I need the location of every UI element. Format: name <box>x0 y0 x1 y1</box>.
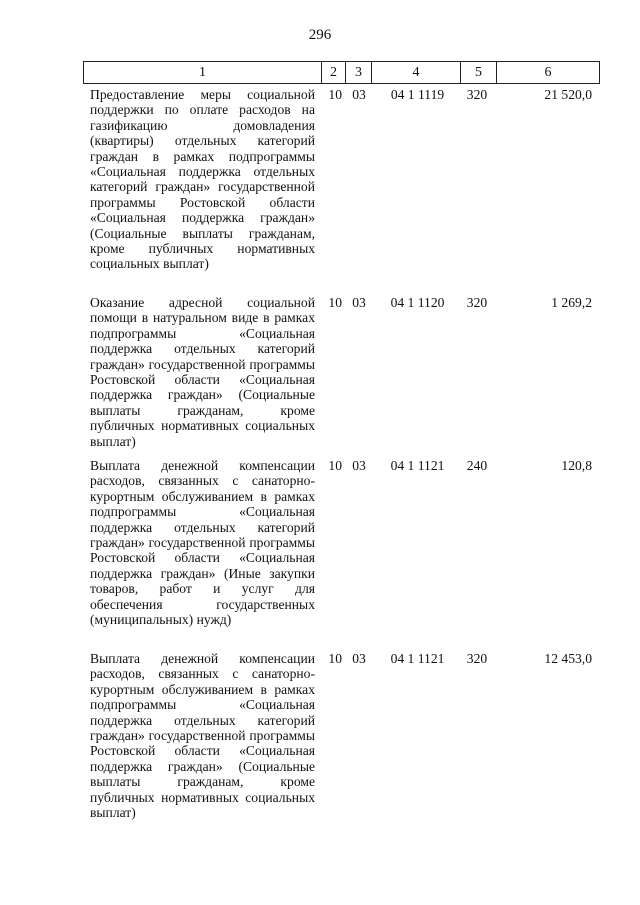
row-subsection: 03 <box>352 458 366 473</box>
table-row <box>83 87 600 272</box>
page-number: 296 <box>308 27 332 43</box>
row-target-article: 04 1 1121 <box>390 651 445 666</box>
header-cell-6: 6 <box>496 62 599 83</box>
row-section: 10 <box>328 458 342 473</box>
row-amount: 1 269,2 <box>551 295 592 310</box>
row-target-article: 04 1 1120 <box>390 295 445 310</box>
table-row <box>83 651 600 820</box>
row-description: Оказание адресной социальной помощи в натуральном виде в рамках подпрограммы «Социальная поддержка отдельных категорий граждан» государственной программы Ростовской области «Социальная поддержка граждан» (Социальные выплаты гражданам, кроме публичных нормативных социальных выплат) <box>90 295 315 449</box>
header-cell-5: 5 <box>460 62 496 83</box>
row-subsection: 03 <box>352 651 366 666</box>
header-cell-4: 4 <box>371 62 460 83</box>
row-expense-type: 320 <box>466 87 488 102</box>
row-expense-type: 320 <box>466 651 488 666</box>
header-cell-3: 3 <box>345 62 371 83</box>
table-row <box>83 295 600 449</box>
row-section: 10 <box>328 295 342 310</box>
row-subsection: 03 <box>352 87 366 102</box>
table-row <box>83 458 600 627</box>
row-expense-type: 240 <box>466 458 488 473</box>
row-description: Выплата денежной компенсации расходов, связанных с санаторно-курортным обслуживанием в рамках подпрограммы «Социальная поддержка отдельных категорий граждан» государственной программы Ростовской области «Социальная поддержка граждан» (Социальные выплаты гражданам, кроме публичных нормативных социальных выплат) <box>90 651 315 821</box>
header-cell-1: 1 <box>199 64 206 80</box>
row-amount: 120,8 <box>561 458 592 473</box>
row-description: Выплата денежной компенсации расходов, связанных с санаторно-курортным обслуживанием в рамках подпрограммы «Социальная поддержка отдельных категорий граждан» государственной программы Ростовской области «Социальная поддержка граждан» (Иные закупки товаров, работ и услуг для обеспечения государственных (муниципальных) нужд) <box>90 458 315 628</box>
row-section: 10 <box>328 87 342 102</box>
row-subsection: 03 <box>352 295 366 310</box>
row-target-article: 04 1 1121 <box>390 458 445 473</box>
row-section: 10 <box>328 651 342 666</box>
row-target-article: 04 1 1119 <box>390 87 445 102</box>
row-amount: 12 453,0 <box>544 651 592 666</box>
row-amount: 21 520,0 <box>544 87 592 102</box>
table-header <box>83 61 600 84</box>
header-cell-2: 2 <box>321 62 345 83</box>
row-expense-type: 320 <box>466 295 488 310</box>
row-description: Предоставление меры социальной поддержки по оплате расходов на газификацию домовладения (квартиры) отдельных категорий граждан в рамках подпрограммы «Социальная поддержка отдельных категорий граждан» государственной программы Ростовской области «Социальная поддержка граждан» (Социальные выплаты гражданам, кроме публичных нормативных социальных выплат) <box>90 87 315 272</box>
